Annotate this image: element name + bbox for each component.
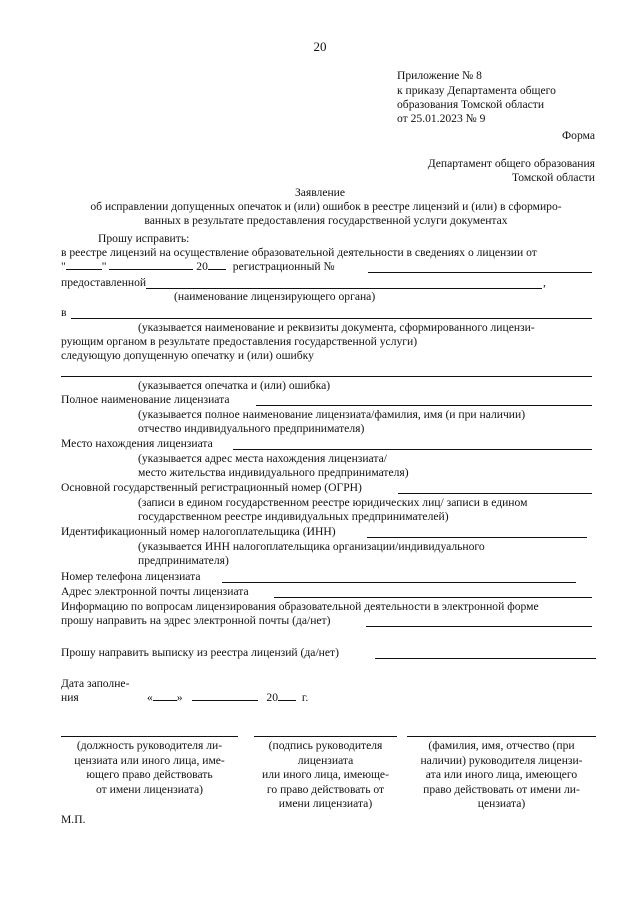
- email-field[interactable]: [274, 597, 592, 598]
- sig-col2-line-3: или иного лица, имеюще-: [262, 768, 389, 781]
- sig-col1-line-4: от имени лицензиата): [96, 782, 203, 796]
- year-prefix: 20: [196, 260, 208, 273]
- fill-year-suffix: г.: [301, 691, 309, 704]
- reg-number-field[interactable]: [368, 272, 592, 273]
- sig-col3-line-4: право действовать от имени ли-: [423, 782, 580, 796]
- fill-quote-open: «: [147, 691, 153, 704]
- fill-year-field[interactable]: [278, 700, 296, 701]
- full-name-label: Полное наименование лицензиата: [61, 393, 230, 406]
- signature-position-hint: [56, 739, 243, 797]
- location-hint-2: место жительства индивидуального предпринимателя): [138, 466, 409, 479]
- sig-col2-line-4: го право действовать от: [266, 782, 385, 796]
- fill-month-field[interactable]: [192, 700, 258, 701]
- registry-line: в реестре лицензий на осуществление образовательной деятельности в сведениях о лицензии от: [61, 246, 537, 259]
- sig-col3-line-5: цензиата): [477, 797, 526, 810]
- title-line-2: ванных в результате предоставления государственной услуги документах: [144, 214, 508, 227]
- phone-label: Номер телефона лицензиата: [61, 570, 201, 583]
- fill-date-row: [147, 691, 308, 706]
- quote-open: ": [61, 260, 66, 273]
- document-field[interactable]: [71, 318, 592, 319]
- sig-col1-line-1: (должность руководителя ли-: [76, 739, 223, 752]
- sig-col1-line-2: цензиата или иного лица, име-: [74, 753, 225, 767]
- email-label: Адрес электронной почты лицензиата: [61, 585, 249, 598]
- error-hint: (указывается опечатка и (или) ошибка): [138, 379, 331, 392]
- appendix-line-4: от 25.01.2023 № 9: [397, 112, 486, 125]
- sig-col1-line-3: ющего право действовать: [86, 768, 213, 781]
- fill-year-prefix: 20: [266, 691, 278, 704]
- signature-sign-line[interactable]: [254, 736, 397, 737]
- phone-field[interactable]: [222, 582, 576, 583]
- addressee-line-1: Департамент общего образования: [427, 157, 595, 170]
- fill-day-field[interactable]: [153, 700, 177, 701]
- license-year-field[interactable]: [208, 269, 226, 270]
- extract-field[interactable]: [375, 658, 596, 659]
- quote-close: ": [101, 260, 107, 273]
- signature-position-line[interactable]: [61, 736, 238, 737]
- following-error-label: следующую допущенную опечатку и (или) ошибку: [61, 349, 314, 362]
- fill-date-label-2: ния: [61, 691, 79, 704]
- fill-date-label-1: Дата заполне-: [61, 677, 130, 690]
- reg-number-label: регистрационный №: [232, 260, 335, 273]
- full-name-hint-1: (указывается полное наименование лицензиата/фамилия, имя (и при наличии): [138, 408, 526, 421]
- sig-col3-line-2: наличии) руководителя лицензи-: [420, 753, 583, 767]
- location-label: Место нахождения лицензиата: [61, 437, 213, 450]
- sig-col3-line-3: ата или иного лица, имеющего: [425, 768, 578, 781]
- license-date-row: [61, 260, 335, 275]
- full-name-field[interactable]: [256, 405, 592, 406]
- info-line-1: Информацию по вопросам лицензирования образовательной деятельности в электронной форме: [61, 600, 539, 613]
- ogrn-hint-1: (записи в едином государственном реестре юридических лиц/ записи в едином: [138, 496, 528, 509]
- ogrn-field[interactable]: [398, 493, 592, 494]
- sig-col3-line-1: (фамилия, имя, отчество (при: [428, 739, 575, 752]
- request-label: Прошу исправить:: [98, 232, 190, 245]
- inn-hint-1: (указывается ИНН налогоплательщика организации/индивидуального: [138, 540, 485, 553]
- extract-label: Прошу направить выписку из реестра лицензий (да/нет): [61, 646, 339, 659]
- addressee-line-2: Томской области: [512, 171, 595, 184]
- appendix-line-1: Приложение № 8: [397, 69, 482, 82]
- appendix-line-2: к приказу Департамента общего: [397, 84, 556, 97]
- fill-quote-close: »: [176, 691, 183, 704]
- granted-field[interactable]: [146, 288, 542, 289]
- signature-name-line[interactable]: [407, 736, 596, 737]
- document-hint-2: рующим органом в результате предоставления государственной услуги): [61, 335, 418, 348]
- licensing-body-hint: (наименование лицензирующего органа): [174, 290, 376, 303]
- appendix-line-3: образования Томской области: [397, 98, 545, 111]
- sig-col2-line-2: лицензиата: [297, 753, 354, 767]
- document-hint-1: (указывается наименование и реквизиты документа, сформированного лицензи-: [138, 321, 535, 334]
- ogrn-hint-2: государственном реестре индивидуальных предпринимателей): [138, 510, 449, 523]
- location-hint-1: (указывается адрес места нахождения лицензиата/: [138, 452, 387, 465]
- ogrn-label: Основной государственный регистрационный номер (ОГРН): [61, 481, 362, 494]
- full-name-hint-2: отчество индивидуального предпринимателя): [138, 422, 365, 435]
- sig-col2-line-5: имени лицензиата): [278, 797, 373, 810]
- page-number: 20: [313, 39, 327, 54]
- comma: ,: [543, 276, 546, 289]
- in-label: в: [61, 306, 67, 319]
- license-month-field[interactable]: [109, 269, 193, 270]
- info-email-field[interactable]: [366, 626, 592, 627]
- license-day-field[interactable]: [66, 269, 102, 270]
- granted-label: предоставленной: [61, 276, 147, 289]
- signature-sign-hint: [250, 739, 401, 812]
- document-title: Заявление: [294, 186, 346, 199]
- form-label: Форма: [562, 129, 595, 142]
- stamp-label: М.П.: [61, 813, 86, 826]
- inn-hint-2: предпринимателя): [138, 554, 229, 567]
- info-line-2: прошу направить на эдрес электронной почты (да/нет): [61, 614, 331, 627]
- location-field[interactable]: [233, 449, 592, 450]
- signature-name-hint: [402, 739, 601, 812]
- inn-label: Идентификационный номер налогоплательщика (ИНН): [61, 525, 336, 538]
- sig-col2-line-1: (подпись руководителя: [268, 739, 383, 752]
- title-line-1: об исправлении допущенных опечаток и (или) ошибок в реестре лицензий и (или) в сформиро-: [90, 200, 562, 213]
- error-field[interactable]: [61, 376, 592, 377]
- inn-field[interactable]: [367, 537, 587, 538]
